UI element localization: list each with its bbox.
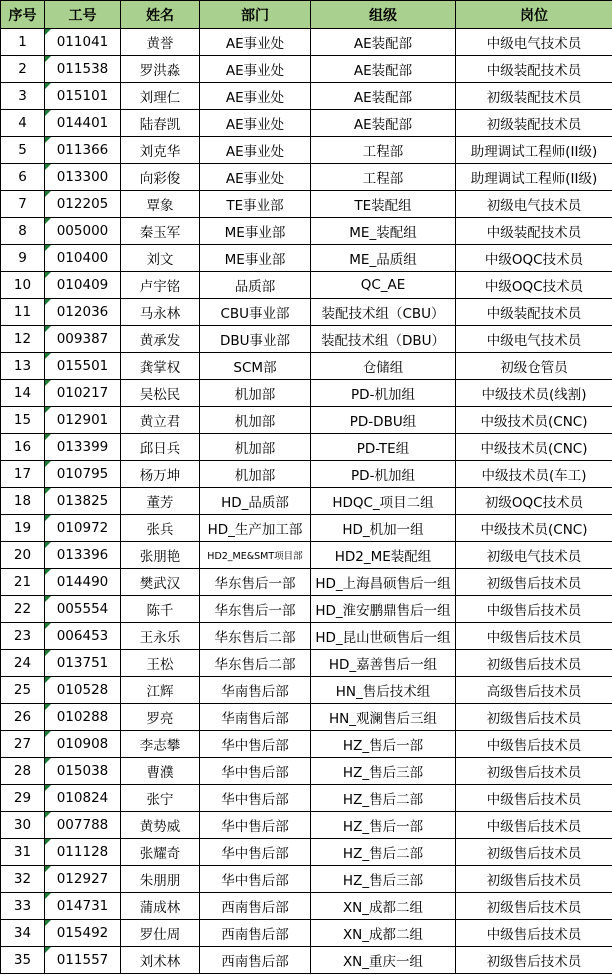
cell-group: ME_装配组 (311, 218, 456, 245)
cell-position: 中级售后技术员 (456, 731, 612, 758)
cell-position: 初级售后技术员 (456, 839, 612, 866)
cell-position: 初级售后技术员 (456, 866, 612, 893)
cell-name: 杨万坤 (121, 461, 200, 488)
cell-position: 初级售后技术员 (456, 569, 612, 596)
cell-employee-id: 015492 (45, 920, 121, 947)
cell-department: 华东售后二部 (200, 623, 311, 650)
cell-group: 装配技术组（CBU） (311, 299, 456, 326)
cell-seq: 30 (1, 812, 45, 839)
cell-group: 装配技术组（DBU） (311, 326, 456, 353)
cell-position: 中级OQC技术员 (456, 245, 612, 272)
cell-employee-id: 013396 (45, 542, 121, 569)
cell-name: 马永林 (121, 299, 200, 326)
table-row (1, 542, 612, 569)
cell-department: 机加部 (200, 380, 311, 407)
cell-department: 西南售后部 (200, 893, 311, 920)
table-body (1, 29, 612, 974)
cell-name: 秦玉军 (121, 218, 200, 245)
cell-group: ME_品质组 (311, 245, 456, 272)
cell-seq: 13 (1, 353, 45, 380)
cell-group: HZ_售后三部 (311, 758, 456, 785)
cell-position: 中级装配技术员 (456, 299, 612, 326)
cell-group: HZ_售后一部 (311, 812, 456, 839)
cell-position: 初级仓管员 (456, 353, 612, 380)
cell-name: 龚掌权 (121, 353, 200, 380)
cell-seq: 20 (1, 542, 45, 569)
cell-employee-id: 010409 (45, 272, 121, 299)
cell-group: PD-DBU组 (311, 407, 456, 434)
header-name: 姓名 (121, 1, 200, 29)
cell-department: 华东售后一部 (200, 569, 311, 596)
cell-group: XN_成都二组 (311, 920, 456, 947)
table-row (1, 29, 612, 56)
cell-position: 初级电气技术员 (456, 191, 612, 218)
cell-department: 机加部 (200, 461, 311, 488)
table-row (1, 515, 612, 542)
cell-name: 张朋艳 (121, 542, 200, 569)
cell-position: 助理调试工程师(II级) (456, 164, 612, 191)
cell-seq: 19 (1, 515, 45, 542)
cell-position: 中级装配技术员 (456, 218, 612, 245)
cell-employee-id: 011538 (45, 56, 121, 83)
cell-name: 刘术林 (121, 947, 200, 974)
cell-seq: 17 (1, 461, 45, 488)
cell-department: AE事业处 (200, 137, 311, 164)
cell-group: AE装配部 (311, 56, 456, 83)
cell-position: 中级技术员(CNC) (456, 515, 612, 542)
cell-seq: 23 (1, 623, 45, 650)
cell-group: HZ_售后三部 (311, 866, 456, 893)
cell-seq: 26 (1, 704, 45, 731)
cell-seq: 29 (1, 785, 45, 812)
table-row (1, 191, 612, 218)
table-row (1, 812, 612, 839)
cell-employee-id: 013300 (45, 164, 121, 191)
cell-seq: 15 (1, 407, 45, 434)
cell-employee-id: 013751 (45, 650, 121, 677)
table-row (1, 839, 612, 866)
cell-name: 覃象 (121, 191, 200, 218)
cell-employee-id: 005554 (45, 596, 121, 623)
cell-department: HD_生产加工部 (200, 515, 311, 542)
cell-department: 机加部 (200, 434, 311, 461)
cell-seq: 33 (1, 893, 45, 920)
cell-seq: 6 (1, 164, 45, 191)
cell-department: 西南售后部 (200, 920, 311, 947)
cell-position: 初级售后技术员 (456, 947, 612, 974)
cell-seq: 32 (1, 866, 45, 893)
cell-name: 曹濮 (121, 758, 200, 785)
cell-seq: 28 (1, 758, 45, 785)
cell-employee-id: 010972 (45, 515, 121, 542)
header-position: 岗位 (456, 1, 612, 29)
cell-group: HN_观澜售后三组 (311, 704, 456, 731)
cell-name: 樊武汉 (121, 569, 200, 596)
cell-name: 张兵 (121, 515, 200, 542)
cell-department: ME事业部 (200, 245, 311, 272)
cell-employee-id: 010400 (45, 245, 121, 272)
table-row (1, 677, 612, 704)
cell-department: CBU事业部 (200, 299, 311, 326)
cell-seq: 31 (1, 839, 45, 866)
table-row (1, 893, 612, 920)
cell-seq: 21 (1, 569, 45, 596)
table-row (1, 218, 612, 245)
cell-position: 中级技术员(CNC) (456, 434, 612, 461)
table-row (1, 110, 612, 137)
cell-employee-id: 010528 (45, 677, 121, 704)
cell-department: 华中售后部 (200, 758, 311, 785)
cell-department: HD_品质部 (200, 488, 311, 515)
cell-name: 陆春凯 (121, 110, 200, 137)
cell-employee-id: 014490 (45, 569, 121, 596)
cell-department: AE事业处 (200, 56, 311, 83)
table-row (1, 56, 612, 83)
cell-group: 工程部 (311, 164, 456, 191)
cell-position: 中级技术员(CNC) (456, 407, 612, 434)
table-row (1, 623, 612, 650)
table-row (1, 650, 612, 677)
cell-name: 陈千 (121, 596, 200, 623)
cell-seq: 8 (1, 218, 45, 245)
cell-position: 中级售后技术员 (456, 812, 612, 839)
cell-position: 中级售后技术员 (456, 596, 612, 623)
cell-position: 初级售后技术员 (456, 704, 612, 731)
cell-name: 王永乐 (121, 623, 200, 650)
cell-department: 西南售后部 (200, 947, 311, 974)
cell-seq: 24 (1, 650, 45, 677)
cell-name: 卢宇铭 (121, 272, 200, 299)
cell-group: HDQC_项目二组 (311, 488, 456, 515)
table-row (1, 380, 612, 407)
cell-employee-id: 014401 (45, 110, 121, 137)
cell-group: AE装配部 (311, 110, 456, 137)
table-row (1, 461, 612, 488)
cell-name: 江辉 (121, 677, 200, 704)
cell-position: 中级技术员(车工) (456, 461, 612, 488)
cell-employee-id: 012036 (45, 299, 121, 326)
cell-group: TE装配组 (311, 191, 456, 218)
table-row (1, 920, 612, 947)
cell-seq: 3 (1, 83, 45, 110)
cell-employee-id: 012205 (45, 191, 121, 218)
cell-name: 张耀奇 (121, 839, 200, 866)
cell-group: HN_售后技术组 (311, 677, 456, 704)
cell-position: 中级售后技术员 (456, 785, 612, 812)
table-row (1, 164, 612, 191)
table-row (1, 434, 612, 461)
cell-employee-id: 010288 (45, 704, 121, 731)
cell-department: 华东售后二部 (200, 650, 311, 677)
cell-position: 初级售后技术员 (456, 758, 612, 785)
cell-employee-id: 011557 (45, 947, 121, 974)
cell-group: HD2_ME装配组 (311, 542, 456, 569)
cell-employee-id: 014731 (45, 893, 121, 920)
table-row (1, 785, 612, 812)
cell-group: HZ_售后二部 (311, 785, 456, 812)
cell-position: 中级电气技术员 (456, 326, 612, 353)
table-row (1, 245, 612, 272)
cell-seq: 34 (1, 920, 45, 947)
cell-seq: 7 (1, 191, 45, 218)
cell-department: 华中售后部 (200, 812, 311, 839)
cell-position: 中级售后技术员 (456, 623, 612, 650)
table-row (1, 299, 612, 326)
cell-department: 品质部 (200, 272, 311, 299)
cell-name: 刘克华 (121, 137, 200, 164)
header-department: 部门 (200, 1, 311, 29)
cell-employee-id: 013399 (45, 434, 121, 461)
cell-name: 黄承发 (121, 326, 200, 353)
cell-name: 蒲成林 (121, 893, 200, 920)
cell-name: 罗亮 (121, 704, 200, 731)
cell-department: 华中售后部 (200, 866, 311, 893)
cell-seq: 2 (1, 56, 45, 83)
cell-name: 黄誉 (121, 29, 200, 56)
table-row (1, 569, 612, 596)
cell-name: 黄立君 (121, 407, 200, 434)
cell-employee-id: 010795 (45, 461, 121, 488)
table-row (1, 866, 612, 893)
cell-name: 张宁 (121, 785, 200, 812)
cell-position: 初级装配技术员 (456, 110, 612, 137)
cell-seq: 14 (1, 380, 45, 407)
cell-group: HD_机加一组 (311, 515, 456, 542)
cell-seq: 18 (1, 488, 45, 515)
table-row (1, 137, 612, 164)
cell-seq: 11 (1, 299, 45, 326)
cell-group: XN_重庆一组 (311, 947, 456, 974)
cell-name: 向彩俊 (121, 164, 200, 191)
cell-seq: 35 (1, 947, 45, 974)
cell-employee-id: 011128 (45, 839, 121, 866)
cell-group: AE装配部 (311, 29, 456, 56)
cell-position: 助理调试工程师(II级) (456, 137, 612, 164)
cell-seq: 22 (1, 596, 45, 623)
cell-employee-id: 011366 (45, 137, 121, 164)
cell-department: AE事业处 (200, 29, 311, 56)
cell-employee-id: 010824 (45, 785, 121, 812)
cell-department: DBU事业部 (200, 326, 311, 353)
cell-group: AE装配部 (311, 83, 456, 110)
cell-department: HD2_ME&SMT项目部 (200, 542, 311, 569)
cell-name: 董芳 (121, 488, 200, 515)
table-row (1, 353, 612, 380)
cell-group: 仓储组 (311, 353, 456, 380)
cell-seq: 1 (1, 29, 45, 56)
cell-department: 华中售后部 (200, 839, 311, 866)
cell-department: SCM部 (200, 353, 311, 380)
cell-position: 中级售后技术员 (456, 920, 612, 947)
cell-employee-id: 015038 (45, 758, 121, 785)
cell-position: 高级售后技术员 (456, 677, 612, 704)
cell-position: 初级装配技术员 (456, 83, 612, 110)
cell-position: 中级电气技术员 (456, 29, 612, 56)
cell-name: 邱日兵 (121, 434, 200, 461)
cell-seq: 9 (1, 245, 45, 272)
cell-group: HD_嘉善售后一组 (311, 650, 456, 677)
cell-department: 华中售后部 (200, 785, 311, 812)
cell-seq: 4 (1, 110, 45, 137)
cell-department: 华南售后部 (200, 677, 311, 704)
cell-seq: 16 (1, 434, 45, 461)
table-row (1, 488, 612, 515)
header-group: 组级 (311, 1, 456, 29)
table-header (1, 1, 612, 29)
cell-name: 黄势威 (121, 812, 200, 839)
cell-department: AE事业处 (200, 83, 311, 110)
cell-group: PD-机加组 (311, 380, 456, 407)
header-row (1, 1, 612, 29)
table-row (1, 731, 612, 758)
cell-position: 中级OQC技术员 (456, 272, 612, 299)
cell-name: 罗洪淼 (121, 56, 200, 83)
cell-employee-id: 010217 (45, 380, 121, 407)
cell-name: 罗仕周 (121, 920, 200, 947)
cell-department: TE事业部 (200, 191, 311, 218)
cell-group: QC_AE (311, 272, 456, 299)
cell-group: HZ_售后二部 (311, 839, 456, 866)
cell-position: 初级售后技术员 (456, 650, 612, 677)
table-row (1, 407, 612, 434)
cell-group: PD-TE组 (311, 434, 456, 461)
cell-department: 华中售后部 (200, 731, 311, 758)
table-row (1, 704, 612, 731)
cell-employee-id: 011041 (45, 29, 121, 56)
cell-position: 初级OQC技术员 (456, 488, 612, 515)
header-employee-id: 工号 (45, 1, 121, 29)
cell-group: HD_昆山世硕售后一组 (311, 623, 456, 650)
cell-name: 王松 (121, 650, 200, 677)
cell-department: AE事业处 (200, 164, 311, 191)
header-seq: 序号 (1, 1, 45, 29)
cell-department: 华东售后一部 (200, 596, 311, 623)
cell-group: XN_成都二组 (311, 893, 456, 920)
cell-employee-id: 013825 (45, 488, 121, 515)
table-row (1, 758, 612, 785)
cell-employee-id: 006453 (45, 623, 121, 650)
cell-name: 刘理仁 (121, 83, 200, 110)
cell-group: PD-机加组 (311, 461, 456, 488)
cell-group: 工程部 (311, 137, 456, 164)
cell-employee-id: 007788 (45, 812, 121, 839)
cell-name: 吴松民 (121, 380, 200, 407)
cell-employee-id: 015101 (45, 83, 121, 110)
cell-seq: 25 (1, 677, 45, 704)
cell-position: 中级技术员(线割) (456, 380, 612, 407)
cell-name: 朱朋朋 (121, 866, 200, 893)
cell-employee-id: 012901 (45, 407, 121, 434)
table-row (1, 272, 612, 299)
cell-department: AE事业处 (200, 110, 311, 137)
cell-seq: 5 (1, 137, 45, 164)
table-row (1, 947, 612, 974)
cell-group: HD_上海昌硕售后一组 (311, 569, 456, 596)
cell-employee-id: 015501 (45, 353, 121, 380)
cell-name: 刘文 (121, 245, 200, 272)
cell-seq: 27 (1, 731, 45, 758)
cell-employee-id: 005000 (45, 218, 121, 245)
cell-group: HD_淮安鹏鼎售后一组 (311, 596, 456, 623)
cell-seq: 12 (1, 326, 45, 353)
cell-name: 李志攀 (121, 731, 200, 758)
cell-group: HZ_售后一部 (311, 731, 456, 758)
cell-employee-id: 012927 (45, 866, 121, 893)
cell-position: 中级装配技术员 (456, 56, 612, 83)
cell-employee-id: 010908 (45, 731, 121, 758)
table-row (1, 326, 612, 353)
cell-department: 机加部 (200, 407, 311, 434)
cell-department: ME事业部 (200, 218, 311, 245)
cell-seq: 10 (1, 272, 45, 299)
table-row (1, 596, 612, 623)
cell-position: 初级电气技术员 (456, 542, 612, 569)
cell-department: 华南售后部 (200, 704, 311, 731)
cell-employee-id: 009387 (45, 326, 121, 353)
cell-position: 初级售后技术员 (456, 893, 612, 920)
table-row (1, 83, 612, 110)
